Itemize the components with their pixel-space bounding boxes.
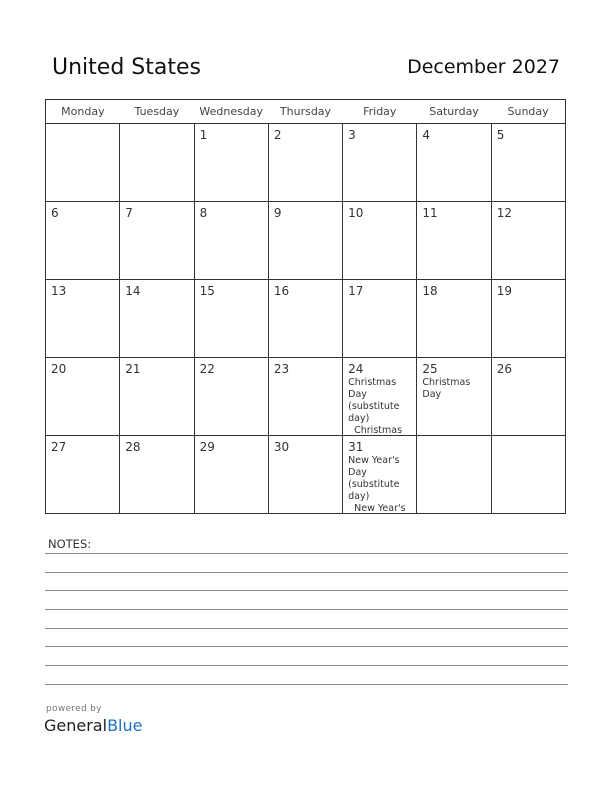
day-number: 8 (199, 206, 208, 220)
day-number: 7 (125, 206, 133, 220)
day-number: 10 (348, 206, 364, 220)
day-cell[interactable] (491, 202, 565, 280)
day-cell[interactable] (194, 280, 268, 358)
day-number: 20 (51, 362, 67, 376)
generalblue-logo[interactable] (44, 716, 142, 735)
day-cell[interactable] (268, 358, 342, 436)
notes-line (45, 628, 568, 629)
holiday-list (422, 377, 488, 401)
logo-general-text: General (44, 716, 108, 735)
day-number: 18 (422, 284, 438, 298)
holiday-label: New Year's (354, 503, 406, 514)
day-number: 19 (496, 284, 512, 298)
day-cell[interactable] (343, 358, 417, 436)
holiday-label: New Year's Day (substitute day) (348, 455, 400, 502)
day-number: 6 (51, 206, 59, 220)
day-cell[interactable] (194, 358, 268, 436)
day-cell[interactable] (194, 436, 268, 514)
week-row (46, 436, 566, 514)
day-number: 13 (51, 284, 67, 298)
weekday-header: Wednesday (194, 100, 268, 124)
day-cell[interactable] (120, 202, 194, 280)
day-cell[interactable] (268, 124, 342, 202)
notes-line (45, 646, 568, 647)
day-number: 11 (422, 206, 438, 220)
weekday-header: Tuesday (120, 100, 194, 124)
day-number: 16 (273, 284, 290, 298)
day-cell[interactable] (343, 202, 417, 280)
notes-line (45, 572, 568, 573)
day-cell[interactable] (268, 280, 342, 358)
day-number: 1 (199, 128, 208, 142)
day-number: 9 (273, 206, 282, 220)
weekday-header: Thursday (268, 100, 342, 124)
day-number: 23 (273, 362, 290, 376)
day-number: 17 (348, 284, 364, 298)
day-cell[interactable] (46, 358, 120, 436)
day-cell[interactable] (417, 280, 491, 358)
week-row (46, 124, 566, 202)
day-cell[interactable] (417, 202, 491, 280)
day-number: 22 (199, 362, 215, 376)
notes-line (45, 590, 568, 591)
day-cell[interactable] (417, 358, 491, 436)
weekday-header: Monday (46, 100, 120, 124)
day-cell[interactable] (46, 202, 120, 280)
day-cell[interactable] (120, 124, 194, 202)
calendar-grid (45, 99, 566, 514)
day-cell[interactable] (417, 436, 491, 514)
day-number: 28 (125, 440, 141, 454)
holiday-label: Christmas Day (422, 377, 471, 400)
day-cell[interactable] (343, 436, 417, 514)
day-number: 21 (125, 362, 141, 376)
day-number: 27 (51, 440, 67, 454)
day-number: 26 (496, 362, 512, 376)
day-number: 31 (348, 440, 364, 454)
notes-line (45, 553, 568, 554)
day-number: 12 (496, 206, 512, 220)
holiday-list (348, 455, 414, 514)
logo-blue-text: Blue (107, 716, 143, 735)
day-number: 14 (125, 284, 141, 298)
month-title: December 2027 (407, 56, 560, 78)
day-cell[interactable] (491, 358, 565, 436)
day-number: 5 (496, 128, 505, 142)
day-cell[interactable] (194, 124, 268, 202)
week-row (46, 358, 566, 436)
week-row (46, 202, 566, 280)
day-cell[interactable] (343, 280, 417, 358)
weekday-header-row (46, 100, 566, 124)
day-cell[interactable] (491, 280, 565, 358)
country-title: United States (52, 55, 201, 80)
day-cell[interactable] (46, 124, 120, 202)
holiday-list (348, 377, 414, 436)
day-number: 15 (199, 284, 215, 298)
notes-label: NOTES: (48, 537, 92, 551)
holiday-label: Christmas (354, 425, 403, 436)
day-cell[interactable] (46, 436, 120, 514)
day-cell[interactable] (268, 436, 342, 514)
weekday-header: Friday (343, 100, 417, 124)
day-cell[interactable] (46, 280, 120, 358)
weekday-header: Saturday (417, 100, 491, 124)
day-number: 30 (273, 440, 290, 454)
weekday-header: Sunday (491, 100, 565, 124)
day-cell[interactable] (268, 202, 342, 280)
day-number: 25 (422, 362, 438, 376)
powered-by-text: powered by (46, 704, 102, 714)
day-cell[interactable] (491, 124, 565, 202)
day-number: 24 (348, 362, 364, 376)
week-row (46, 280, 566, 358)
day-cell[interactable] (343, 124, 417, 202)
day-cell[interactable] (491, 436, 565, 514)
notes-line (45, 609, 568, 610)
notes-line (45, 665, 568, 666)
day-cell[interactable] (120, 358, 194, 436)
day-cell[interactable] (120, 280, 194, 358)
day-cell[interactable] (120, 436, 194, 514)
day-number: 3 (348, 128, 356, 142)
day-number: 29 (199, 440, 215, 454)
day-number: 2 (273, 128, 282, 142)
holiday-label: Christmas Day (substitute day) (348, 377, 400, 424)
day-cell[interactable] (417, 124, 491, 202)
notes-line (45, 684, 568, 685)
day-number: 4 (422, 128, 431, 142)
day-cell[interactable] (194, 202, 268, 280)
